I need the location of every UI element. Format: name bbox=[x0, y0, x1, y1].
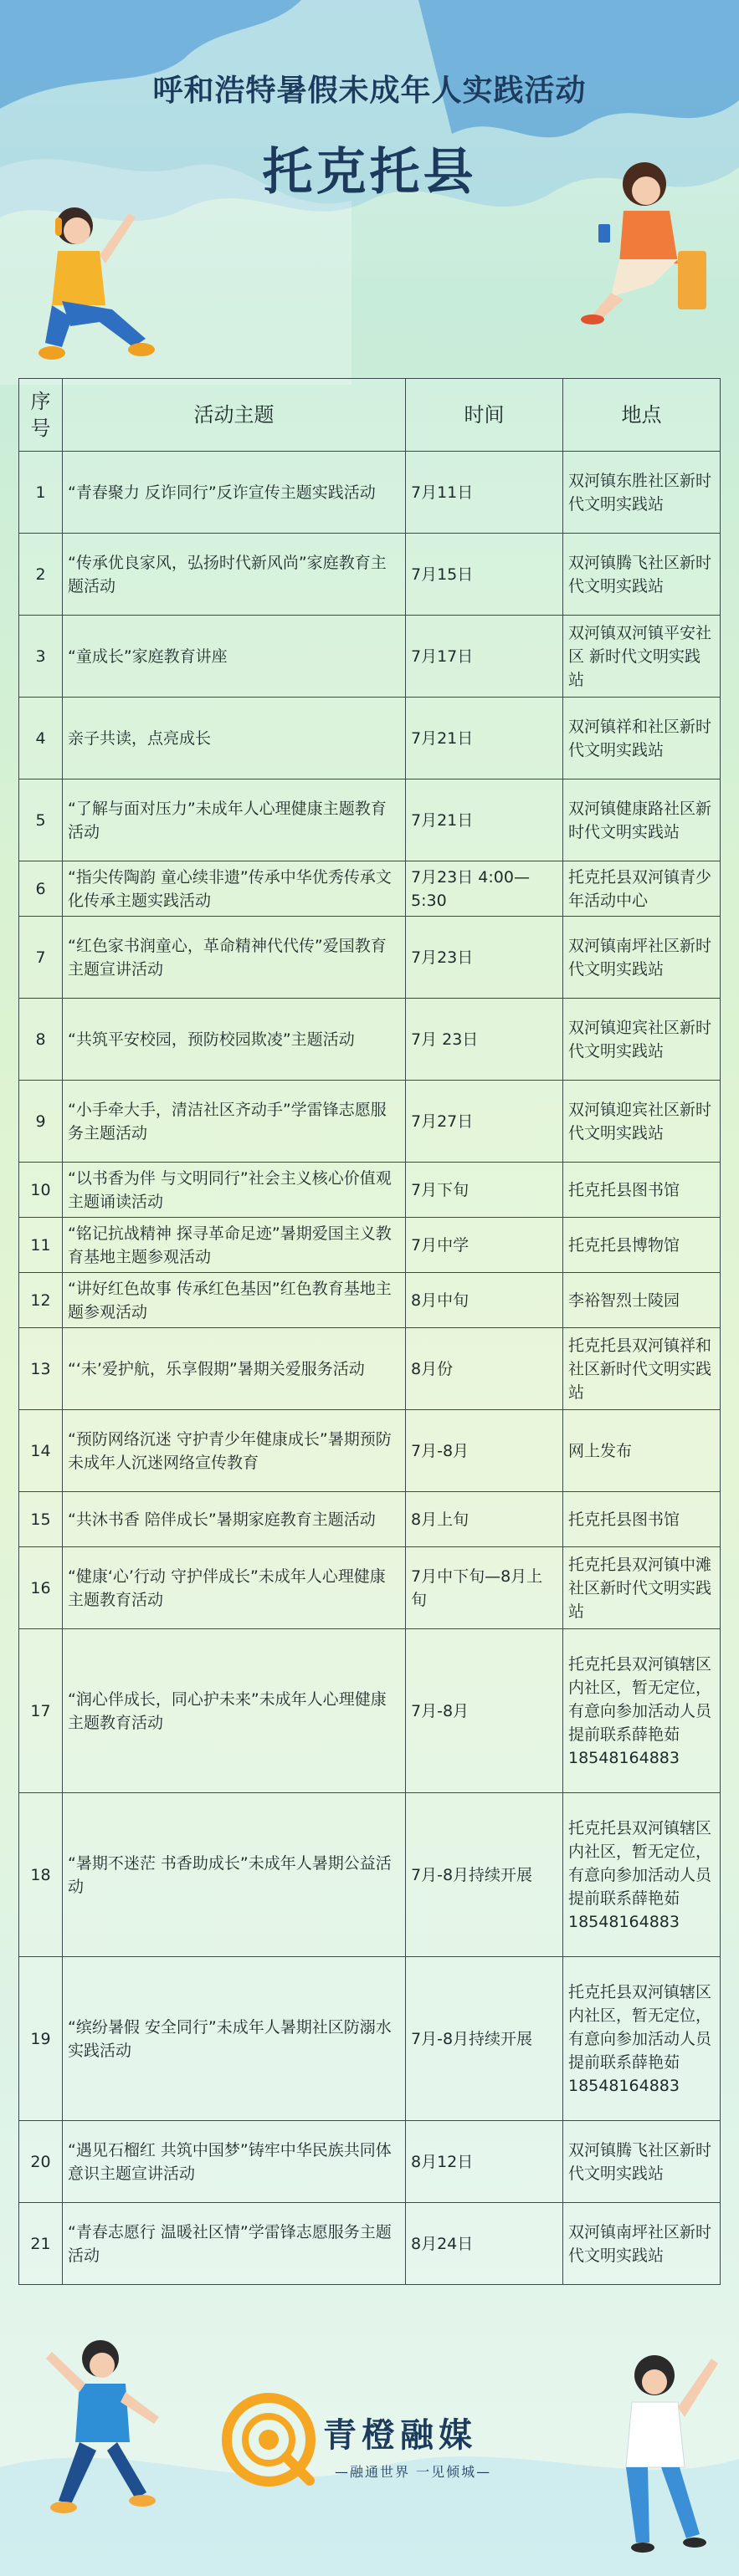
row-theme: “小手牵大手，清洁社区齐动手”学雷锋志愿服务主题活动 bbox=[63, 1081, 406, 1163]
row-theme: “健康‘心’行动 守护伴成长”未成年人心理健康主题教育活动 bbox=[63, 1547, 406, 1629]
row-time: 7月23日 bbox=[406, 917, 563, 999]
row-theme: “‘未’爱护航，乐享假期”暑期关爱服务活动 bbox=[63, 1328, 406, 1410]
row-location: 双河镇南坪社区新时代文明实践站 bbox=[563, 2203, 721, 2285]
row-location: 双河镇腾飞社区新时代文明实践站 bbox=[563, 2121, 721, 2203]
table-row bbox=[19, 698, 721, 779]
row-theme: “共筑平安校园，预防校园欺凌”主题活动 bbox=[63, 999, 406, 1081]
row-time: 7月下旬 bbox=[406, 1163, 563, 1218]
row-index: 21 bbox=[19, 2203, 63, 2285]
row-index: 4 bbox=[19, 698, 63, 779]
row-time: 8月份 bbox=[406, 1328, 563, 1410]
table-row bbox=[19, 779, 721, 861]
row-time: 7月21日 bbox=[406, 779, 563, 861]
row-time: 7月21日 bbox=[406, 698, 563, 779]
row-time: 7月11日 bbox=[406, 452, 563, 534]
row-time: 7月27日 bbox=[406, 1081, 563, 1163]
row-time: 7月-8月 bbox=[406, 1629, 563, 1793]
row-index: 11 bbox=[19, 1218, 63, 1273]
row-theme: “指尖传陶韵 童心续非遗”传承中华优秀传承文化传承主题实践活动 bbox=[63, 861, 406, 917]
row-time: 7月中学 bbox=[406, 1218, 563, 1273]
row-index: 10 bbox=[19, 1163, 63, 1218]
table-row bbox=[19, 917, 721, 999]
row-time: 7月-8月 bbox=[406, 1410, 563, 1492]
row-time: 8月12日 bbox=[406, 2121, 563, 2203]
row-index: 5 bbox=[19, 779, 63, 861]
row-index: 17 bbox=[19, 1629, 63, 1793]
table-row bbox=[19, 1629, 721, 1793]
row-theme: “铭记抗战精神 探寻革命足迹”暑期爱国主义教育基地主题参观活动 bbox=[63, 1218, 406, 1273]
row-index: 15 bbox=[19, 1492, 63, 1547]
table-header-row bbox=[19, 379, 721, 452]
row-index: 14 bbox=[19, 1410, 63, 1492]
row-theme: “暑期不迷茫 书香助成长”未成年人暑期公益活动 bbox=[63, 1793, 406, 1957]
table-row bbox=[19, 1081, 721, 1163]
girl-with-phone-illustration bbox=[552, 151, 720, 326]
row-time: 7月中下旬—8月上旬 bbox=[406, 1547, 563, 1629]
table-row bbox=[19, 1163, 721, 1218]
page-title: 呼和浩特暑假未成年人实践活动 bbox=[152, 74, 587, 108]
row-index: 2 bbox=[19, 534, 63, 616]
header-time: 时间 bbox=[406, 379, 563, 452]
row-location: 双河镇双河镇平安社区 新时代文明实践站 bbox=[563, 616, 721, 698]
row-theme: “缤纷暑假 安全同行”未成年人暑期社区防溺水实践活动 bbox=[63, 1957, 406, 2121]
row-time: 8月24日 bbox=[406, 2203, 563, 2285]
row-time: 8月上旬 bbox=[406, 1492, 563, 1547]
row-location: 李裕智烈士陵园 bbox=[563, 1273, 721, 1328]
table-row bbox=[19, 861, 721, 917]
row-index: 3 bbox=[19, 616, 63, 698]
row-time: 7月15日 bbox=[406, 534, 563, 616]
table-row bbox=[19, 2203, 721, 2285]
row-location: 网上发布 bbox=[563, 1410, 721, 1492]
row-index: 16 bbox=[19, 1547, 63, 1629]
row-index: 9 bbox=[19, 1081, 63, 1163]
row-index: 6 bbox=[19, 861, 63, 917]
row-index: 19 bbox=[19, 1957, 63, 2121]
table-row bbox=[19, 999, 721, 1081]
row-index: 1 bbox=[19, 452, 63, 534]
row-theme: “以书香为伴 与文明同行”社会主义核心价值观主题诵读活动 bbox=[63, 1163, 406, 1218]
brand-name: 青橙融媒 bbox=[323, 2416, 477, 2455]
row-time: 7月-8月持续开展 bbox=[406, 1957, 563, 2121]
row-theme: “童成长”家庭教育讲座 bbox=[63, 616, 406, 698]
table-row bbox=[19, 1957, 721, 2121]
row-time: 7月 23日 bbox=[406, 999, 563, 1081]
row-index: 12 bbox=[19, 1273, 63, 1328]
row-time: 8月中旬 bbox=[406, 1273, 563, 1328]
girl-with-headphones-illustration bbox=[12, 192, 162, 372]
row-location: 双河镇东胜社区新时代文明实践站 bbox=[563, 452, 721, 534]
table-row bbox=[19, 1492, 721, 1547]
row-index: 13 bbox=[19, 1328, 63, 1410]
row-location: 托克托县双河镇祥和社区新时代文明实践站 bbox=[563, 1328, 721, 1410]
row-time: 7月23日 4:00—5:30 bbox=[406, 861, 563, 917]
row-theme: “预防网络沉迷 守护青少年健康成长”暑期预防未成年人沉迷网络宣传教育 bbox=[63, 1410, 406, 1492]
row-theme: “红色家书润童心，革命精神代代传”爱国教育主题宣讲活动 bbox=[63, 917, 406, 999]
header-theme: 活动主题 bbox=[63, 379, 406, 452]
activities-table bbox=[18, 378, 721, 2285]
row-location: 托克托县双河镇辖区内社区，暂无定位，有意向参加活动人员提前联系薛艳茹18548164883 bbox=[563, 1629, 721, 1793]
row-location: 托克托县博物馆 bbox=[563, 1218, 721, 1273]
jumping-boy-illustration bbox=[33, 2325, 176, 2543]
row-index: 7 bbox=[19, 917, 63, 999]
row-theme: “青春聚力 反诈同行”反诈宣传主题实践活动 bbox=[63, 452, 406, 534]
jumping-girl-illustration bbox=[577, 2342, 728, 2568]
row-location: 双河镇祥和社区新时代文明实践站 bbox=[563, 698, 721, 779]
table-row bbox=[19, 1218, 721, 1273]
table-row bbox=[19, 1547, 721, 1629]
row-theme: “讲好红色故事 传承红色基因”红色教育基地主题参观活动 bbox=[63, 1273, 406, 1328]
row-location: 双河镇迎宾社区新时代文明实践站 bbox=[563, 999, 721, 1081]
row-location: 双河镇迎宾社区新时代文明实践站 bbox=[563, 1081, 721, 1163]
row-theme: “润心伴成长，同心护未来”未成年人心理健康主题教育活动 bbox=[63, 1629, 406, 1793]
header-index: 序号 bbox=[19, 379, 63, 452]
row-location: 托克托县图书馆 bbox=[563, 1492, 721, 1547]
row-index: 20 bbox=[19, 2121, 63, 2203]
table-row bbox=[19, 534, 721, 616]
row-location: 托克托县双河镇青少年活动中心 bbox=[563, 861, 721, 917]
row-theme: “遇见石榴红 共筑中国梦”铸牢中华民族共同体意识主题宣讲活动 bbox=[63, 2121, 406, 2203]
table-row bbox=[19, 452, 721, 534]
row-theme: “共沐书香 陪伴成长”暑期家庭教育主题活动 bbox=[63, 1492, 406, 1547]
table-row bbox=[19, 2121, 721, 2203]
table-row bbox=[19, 1328, 721, 1410]
row-location: 双河镇腾飞社区新时代文明实践站 bbox=[563, 534, 721, 616]
page-subtitle: 托克托县 bbox=[262, 143, 477, 202]
row-time: 7月17日 bbox=[406, 616, 563, 698]
row-location: 双河镇健康路社区新时代文明实践站 bbox=[563, 779, 721, 861]
row-theme: “传承优良家风，弘扬时代新风尚”家庭教育主题活动 bbox=[63, 534, 406, 616]
row-index: 8 bbox=[19, 999, 63, 1081]
row-theme: “了解与面对压力”未成年人心理健康主题教育活动 bbox=[63, 779, 406, 861]
row-time: 7月-8月持续开展 bbox=[406, 1793, 563, 1957]
row-theme: “青春志愿行 温暖社区情”学雷锋志愿服务主题活动 bbox=[63, 2203, 406, 2285]
brand-slogan: —融通世界 一见倾城— bbox=[335, 2464, 492, 2480]
table-row bbox=[19, 1410, 721, 1492]
row-theme: 亲子共读，点亮成长 bbox=[63, 698, 406, 779]
row-location: 托克托县图书馆 bbox=[563, 1163, 721, 1218]
header-location: 地点 bbox=[563, 379, 721, 452]
row-location: 双河镇南坪社区新时代文明实践站 bbox=[563, 917, 721, 999]
row-location: 托克托县双河镇辖区内社区，暂无定位，有意向参加活动人员提前联系薛艳茹18548164883 bbox=[563, 1793, 721, 1957]
row-location: 托克托县双河镇辖区内社区，暂无定位，有意向参加活动人员提前联系薛艳茹18548164883 bbox=[563, 1957, 721, 2121]
table-row bbox=[19, 1793, 721, 1957]
row-location: 托克托县双河镇中滩社区新时代文明实践站 bbox=[563, 1547, 721, 1629]
brand-logo-icon bbox=[219, 2390, 318, 2489]
table-row bbox=[19, 1273, 721, 1328]
row-index: 18 bbox=[19, 1793, 63, 1957]
table-row bbox=[19, 616, 721, 698]
